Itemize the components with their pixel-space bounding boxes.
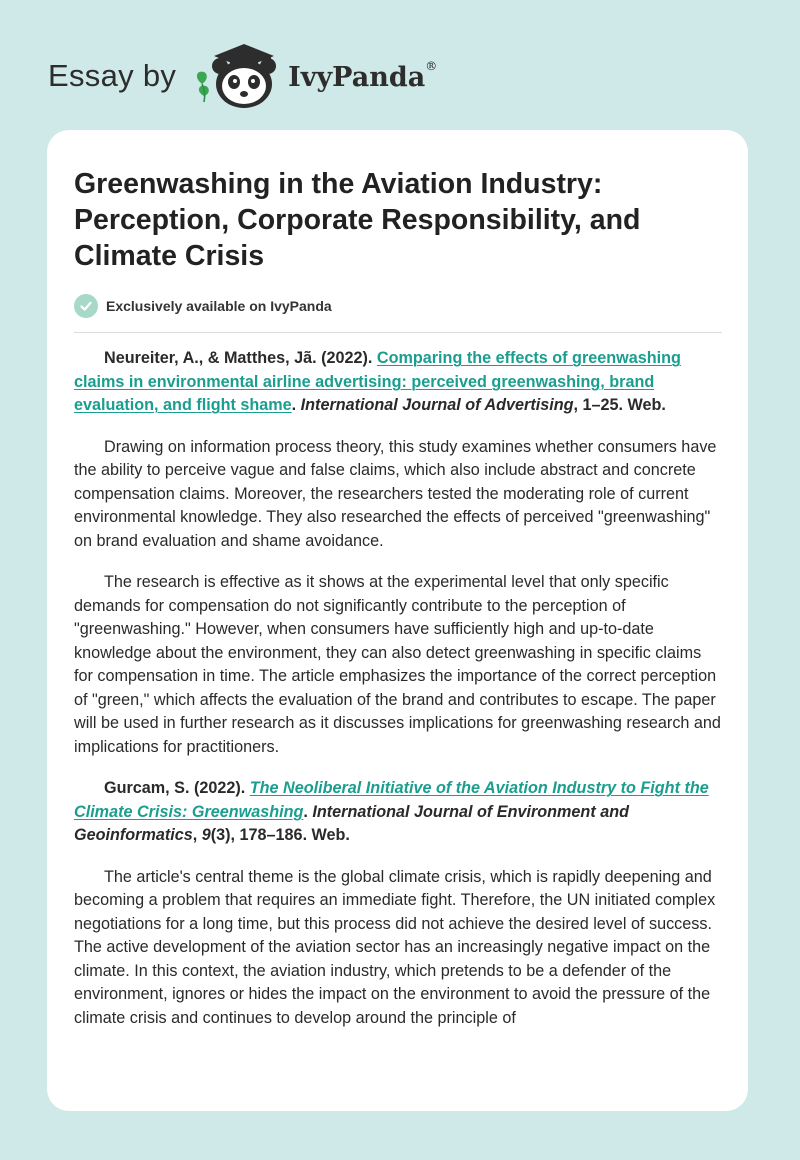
- ivypanda-logo-icon: [190, 40, 286, 112]
- paragraph: The article's central theme is the global climate crisis, which is rapidly deepening and becoming a problem that requires an immediate fight. Therefore, the UN initiated complex negotiations for a long time, but this process did not achieve the desired level of success. The active development of the aviation sector has an increasingly negative impact on the climate. In this context, the aviation industry, which pretends to be a defender of the environment, ignores or hides the impact on the environment to avoid the pressure of the climate crisis and continues to develop around the principle of: [74, 867, 716, 1027]
- reference-2-journal: International Journal of Environment and Geoinformatics: [74, 802, 629, 844]
- exclusive-badge: [74, 294, 722, 318]
- exclusive-label: Exclusively available on IvyPanda: [106, 298, 332, 314]
- check-icon: [74, 294, 98, 318]
- paragraph: Drawing on information process theory, this study examines whether consumers have the ability to perceive vague and false claims, which also include abstract and concrete compensation claims. Moreover, the researchers tested the moderating role of current environmental knowledge. They also researched the effects of perceived "greenwashing" on brand evaluation and shame avoidance.: [74, 437, 717, 550]
- reference-2: Gurcam, S. (2022). The Neoliberal Initiative of the Aviation Industry to Fight the Climate Crisis: Greenwashing. International Journal of Environment and Geoinformatics, 9(3), 178–186. Web.: [74, 779, 709, 844]
- essay-card: [47, 130, 748, 1111]
- brand-header[interactable]: [48, 40, 437, 112]
- divider: [74, 332, 722, 333]
- reference-2-link[interactable]: The Neoliberal Initiative of the Aviation Industry to Fight the Climate Crisis: Greenwashing: [74, 779, 709, 821]
- paragraph: The research is effective as it shows at the experimental level that only specific demands for compensation do not significantly contribute to the perception of "greenwashing." However, when consumers have sufficiently high and up-to-date knowledge about the environment, they can also detect greenwashing in specific claims for compensation in time. The article emphasizes the importance of the correct perception of "green," which affects the evaluation of the brand and contributes to escape. The paper will be used in further research as it discusses implications for greenwashing research and implications for practitioners.: [74, 573, 721, 756]
- ivypanda-wordmark: IvyPanda®: [288, 58, 438, 93]
- page-title: Greenwashing in the Aviation Industry: Perception, Corporate Responsibility, and Climate Crisis: [74, 168, 641, 272]
- reference-1: Neureiter, A., & Matthes, Jã. (2022). Comparing the effects of greenwashing claims in environmental airline advertising: perceived greenwashing, brand evaluation, and flight shame. International Journal of Advertising, 1–25. Web.: [74, 349, 681, 414]
- reference-1-journal: International Journal of Advertising: [300, 396, 574, 414]
- reference-1-link[interactable]: Comparing the effects of greenwashing claims in environmental airline advertising: perceived greenwashing, brand evaluation, and flight shame: [74, 349, 681, 414]
- essay-by-label: Essay by: [48, 58, 177, 93]
